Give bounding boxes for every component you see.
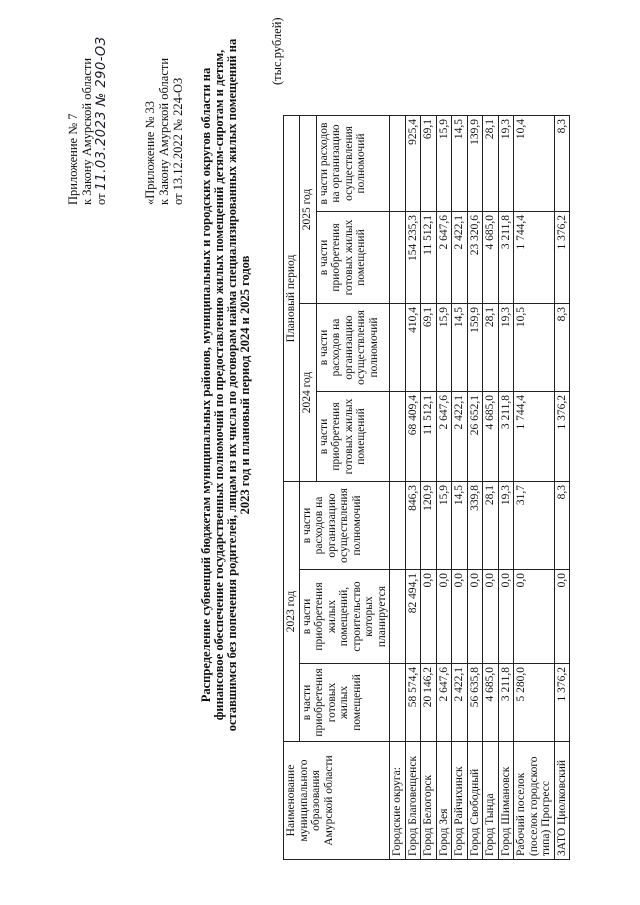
cell-value: 0,0	[498, 570, 514, 664]
cell-value: 23 320,6	[467, 212, 483, 304]
table-row	[514, 116, 555, 860]
cell-value: 3 211,8	[498, 392, 514, 482]
appendix-prev-number: «Приложение № 33	[143, 100, 157, 205]
cell-value: 5 280,0	[514, 664, 555, 742]
appendix-block	[66, 5, 109, 205]
row-name: Рабочий поселок (поселок городского типа) Прогресс	[514, 742, 555, 860]
table-row	[421, 116, 437, 860]
cell-value: 4 685,0	[483, 392, 499, 482]
cell-value: 2 422,1	[452, 664, 468, 742]
row-name: Город Райчихинск	[452, 742, 468, 860]
cell-value: 2 422,1	[452, 392, 468, 482]
table-row	[452, 116, 468, 860]
header-planned: Плановый период	[284, 116, 300, 482]
document-title: Распределение субвенций бюджетам муниципальных районов, муниципальных и городских округов области на финансовое обеспечение государственных полномочий по предоставлению жилых помещений детям-сиротам и детям, оставшимся без попечения родителей, лицам из их числа по договорам найма специализированных жилых помещений на 2023 год и плановый период 2024 и 2025 годов	[199, 38, 252, 732]
cell-value: 68 409,4	[405, 392, 421, 482]
cell-value: 339,8	[467, 482, 483, 570]
cell-value: 8,3	[554, 116, 570, 212]
cell-value: 58 574,4	[405, 664, 421, 742]
table-row	[405, 116, 421, 860]
cell-value: 1 744,4	[514, 392, 555, 482]
cell-value: 69,1	[421, 116, 437, 212]
row-name: Город Зея	[436, 742, 452, 860]
cell-value: 925,4	[405, 116, 421, 212]
header-2023-buy-ready: в части приобретения готовых жилых помещений	[299, 664, 390, 742]
subvention-table	[283, 115, 570, 860]
table-row	[483, 116, 499, 860]
cell-value: 3 211,8	[498, 212, 514, 304]
cell-value: 19,3	[498, 116, 514, 212]
header-2024-org: в части расходов на организацию осуществления полномочий	[316, 304, 389, 392]
header-2023: 2023 год	[284, 482, 300, 742]
handwritten-date: 11.03.2023 № 290-ОЗ	[94, 36, 109, 191]
cell-value: 2 647,6	[436, 392, 452, 482]
appendix-prev-date: от 13.12.2022 № 224-ОЗ	[171, 77, 185, 205]
group-label: Городские округа:	[390, 742, 406, 860]
table-row	[467, 116, 483, 860]
cell-value: 10,5	[514, 304, 555, 392]
table-row	[436, 116, 452, 860]
cell-value: 14,5	[452, 482, 468, 570]
header-name: Наименование муниципального образования Амурской области	[284, 742, 390, 860]
appendix-law: к Закону Амурской области	[80, 57, 94, 205]
cell-value: 69,1	[421, 304, 437, 392]
cell-value: 31,7	[514, 482, 555, 570]
cell-value: 19,3	[498, 482, 514, 570]
cell-value: 4 685,0	[483, 664, 499, 742]
appendix-prev-law: к Закону Амурской области	[157, 57, 171, 205]
cell-value: 2 647,6	[436, 212, 452, 304]
appendix-date-prefix: от	[94, 193, 108, 205]
cell-value: 4 685,0	[483, 212, 499, 304]
cell-value: 20 146,2	[421, 664, 437, 742]
cell-value: 19,3	[498, 304, 514, 392]
appendix-date	[94, 5, 109, 205]
header-2025-buy-ready: в части приобретения готовых жилых помещений	[316, 212, 389, 304]
appendix-prev-block	[143, 5, 185, 205]
cell-value: 1 376,2	[554, 664, 570, 742]
header-2025: 2025 год	[299, 116, 316, 304]
cell-value: 0,0	[436, 570, 452, 664]
appendix-number: Приложение № 7	[66, 113, 80, 205]
cell-value: 1 744,4	[514, 212, 555, 304]
cell-value: 28,1	[483, 482, 499, 570]
cell-value: 14,5	[452, 304, 468, 392]
cell-value: 0,0	[452, 570, 468, 664]
cell-value: 26 652,1	[467, 392, 483, 482]
cell-value: 0,0	[467, 570, 483, 664]
row-name: Город Шимановск	[498, 742, 514, 860]
row-name: Город Белогорск	[421, 742, 437, 860]
header-2025-org: в части расходов на организацию осуществления полномочий	[316, 116, 389, 212]
row-name: ЗАТО Циолковский	[554, 742, 570, 860]
cell-value: 10,4	[514, 116, 555, 212]
cell-value: 11 512,1	[421, 392, 437, 482]
cell-value: 15,9	[436, 482, 452, 570]
cell-value: 846,3	[405, 482, 421, 570]
cell-value: 8,3	[554, 304, 570, 392]
table-row	[554, 116, 570, 860]
header-2024-buy-ready: в части приобретения готовых жилых помещений	[316, 392, 389, 482]
cell-value: 28,1	[483, 304, 499, 392]
cell-value: 8,3	[554, 482, 570, 570]
cell-value: 0,0	[514, 570, 555, 664]
cell-value: 3 211,8	[498, 664, 514, 742]
cell-value: 1 376,2	[554, 392, 570, 482]
table-row	[498, 116, 514, 860]
cell-value: 120,9	[421, 482, 437, 570]
row-name: Город Свободный	[467, 742, 483, 860]
units-label: (тыс.рублей)	[270, 17, 284, 85]
row-name: Город Тында	[483, 742, 499, 860]
cell-value: 1 376,2	[554, 212, 570, 304]
header-2023-buy-construct: в части приобретения жилых помещений, строительство которых планируется	[299, 570, 390, 664]
cell-value: 2 647,6	[436, 664, 452, 742]
cell-value: 11 512,1	[421, 212, 437, 304]
row-name: Город Благовещенск	[405, 742, 421, 860]
cell-value: 28,1	[483, 116, 499, 212]
cell-value: 154 235,3	[405, 212, 421, 304]
cell-value: 0,0	[554, 570, 570, 664]
cell-value: 15,9	[436, 304, 452, 392]
cell-value: 0,0	[421, 570, 437, 664]
cell-value: 410,4	[405, 304, 421, 392]
cell-value: 0,0	[483, 570, 499, 664]
cell-value: 14,5	[452, 116, 468, 212]
cell-value: 159,9	[467, 304, 483, 392]
cell-value: 82 494,1	[405, 570, 421, 664]
cell-value: 15,9	[436, 116, 452, 212]
header-2023-org: в части расходов на организацию осуществления полномочий	[299, 482, 390, 570]
cell-value: 56 635,8	[467, 664, 483, 742]
cell-value: 139,9	[467, 116, 483, 212]
group-row	[390, 116, 406, 860]
cell-value: 2 422,1	[452, 212, 468, 304]
header-2024: 2024 год	[299, 304, 316, 482]
